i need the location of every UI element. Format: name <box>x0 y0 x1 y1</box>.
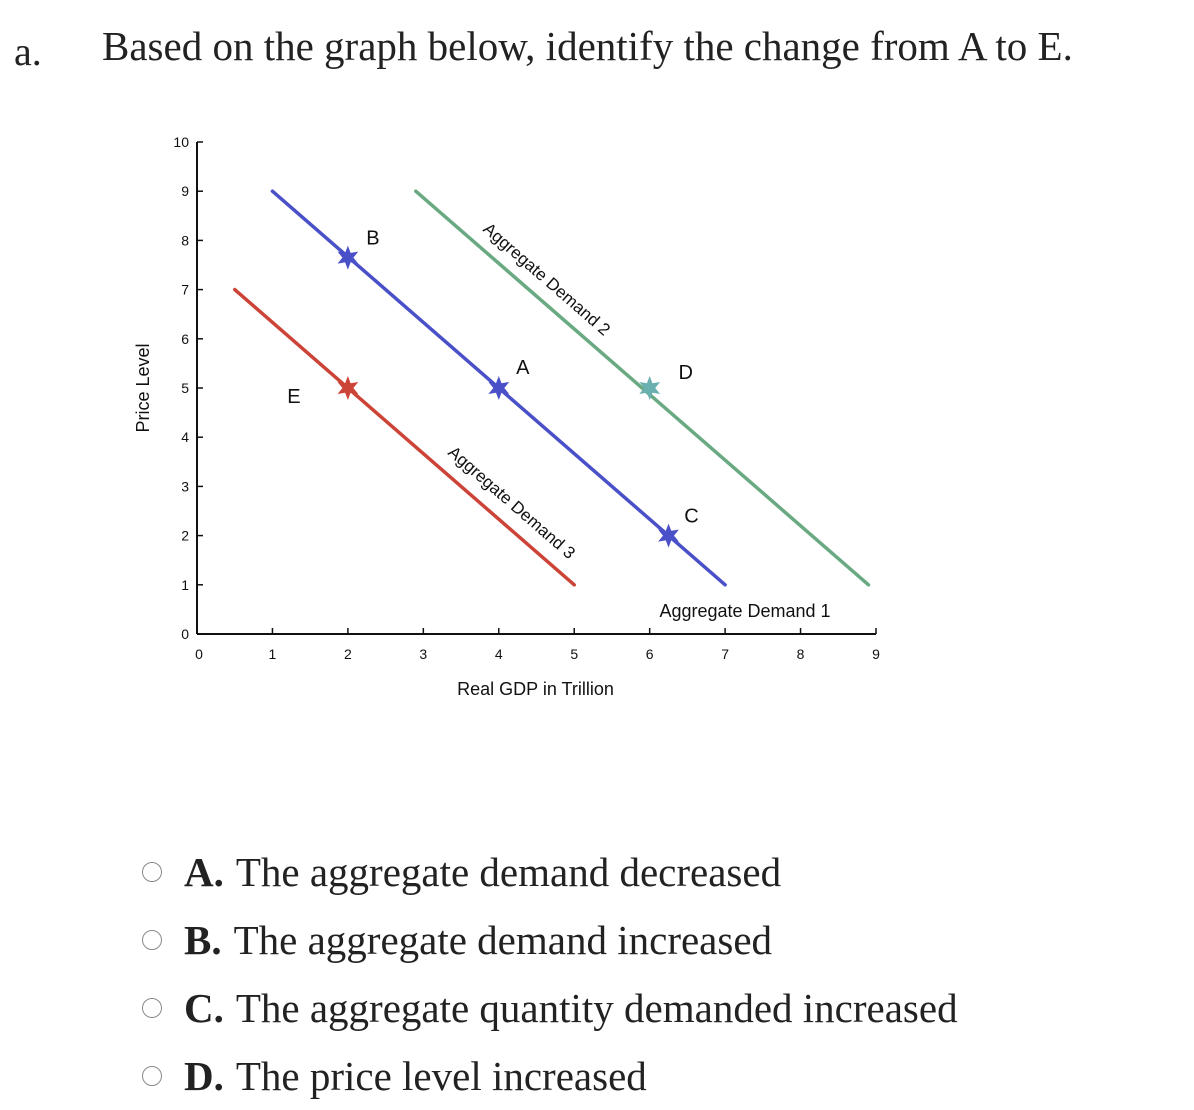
y-tick-label: 5 <box>181 380 189 396</box>
y-tick-label: 7 <box>181 281 189 298</box>
point-e-label: E <box>287 386 301 408</box>
option-a[interactable] <box>142 838 958 906</box>
option-a-letter: A. <box>184 849 224 895</box>
y-tick-label: 0 <box>181 626 189 642</box>
y-tick-label: 6 <box>181 330 189 347</box>
x-tick-label: 1 <box>268 646 277 662</box>
x-tick-label: 7 <box>721 646 730 662</box>
x-tick-label: 8 <box>796 646 805 662</box>
series-line-aggregate-demand-2 <box>416 191 869 585</box>
option-c-radio[interactable] <box>142 998 162 1018</box>
y-tick-label: 2 <box>181 527 189 544</box>
x-axis-label: Real GDP in Trillion <box>457 679 614 699</box>
option-a-radio[interactable] <box>142 862 162 882</box>
y-tick-label: 8 <box>181 232 189 249</box>
point-b-label: B <box>366 227 380 250</box>
option-b-radio[interactable] <box>142 930 162 950</box>
series-label-aggregate-demand-1: Aggregate Demand 1 <box>659 601 831 621</box>
option-d-text: The price level increased <box>235 1053 647 1099</box>
x-tick-label: 2 <box>343 646 352 662</box>
y-tick-label: 9 <box>181 183 189 200</box>
option-a-text: The aggregate demand decreased <box>235 849 782 895</box>
option-b-text: The aggregate demand increased <box>233 917 773 963</box>
point-d-label: D <box>678 362 693 384</box>
option-b[interactable] <box>142 906 958 974</box>
point-c-label: C <box>684 505 699 528</box>
y-tick-label: 3 <box>181 478 189 495</box>
y-tick-label: 4 <box>181 429 189 446</box>
x-tick-label: 9 <box>872 646 880 662</box>
option-c-letter: C. <box>184 985 224 1031</box>
question-label: a. <box>14 29 42 74</box>
x-tick-label: 6 <box>645 646 654 662</box>
y-tick-label: 1 <box>181 576 189 593</box>
y-tick-label: 10 <box>173 134 189 150</box>
option-c[interactable] <box>142 974 958 1042</box>
option-d-radio[interactable] <box>142 1066 162 1086</box>
y-axis-label: Price Level <box>133 343 153 433</box>
option-d-letter: D. <box>184 1053 224 1099</box>
option-b-letter: B. <box>184 917 222 963</box>
question-text: Based on the graph below, identify the change from A to E. <box>102 23 1073 69</box>
series-line-aggregate-demand-3 <box>235 290 575 585</box>
x-tick-label: 3 <box>419 646 428 662</box>
series-label-aggregate-demand-3: Aggregate Demand 3 <box>444 442 579 563</box>
x-tick-label: 5 <box>570 646 579 662</box>
option-c-text: The aggregate quantity demanded increased <box>235 985 958 1031</box>
x-tick-label: 0 <box>195 646 203 662</box>
x-tick-label: 4 <box>494 646 503 662</box>
answer-options <box>142 838 958 1110</box>
option-d[interactable] <box>142 1042 958 1110</box>
series-label-aggregate-demand-2: Aggregate Demand 2 <box>479 219 614 340</box>
point-a-label: A <box>516 357 530 379</box>
